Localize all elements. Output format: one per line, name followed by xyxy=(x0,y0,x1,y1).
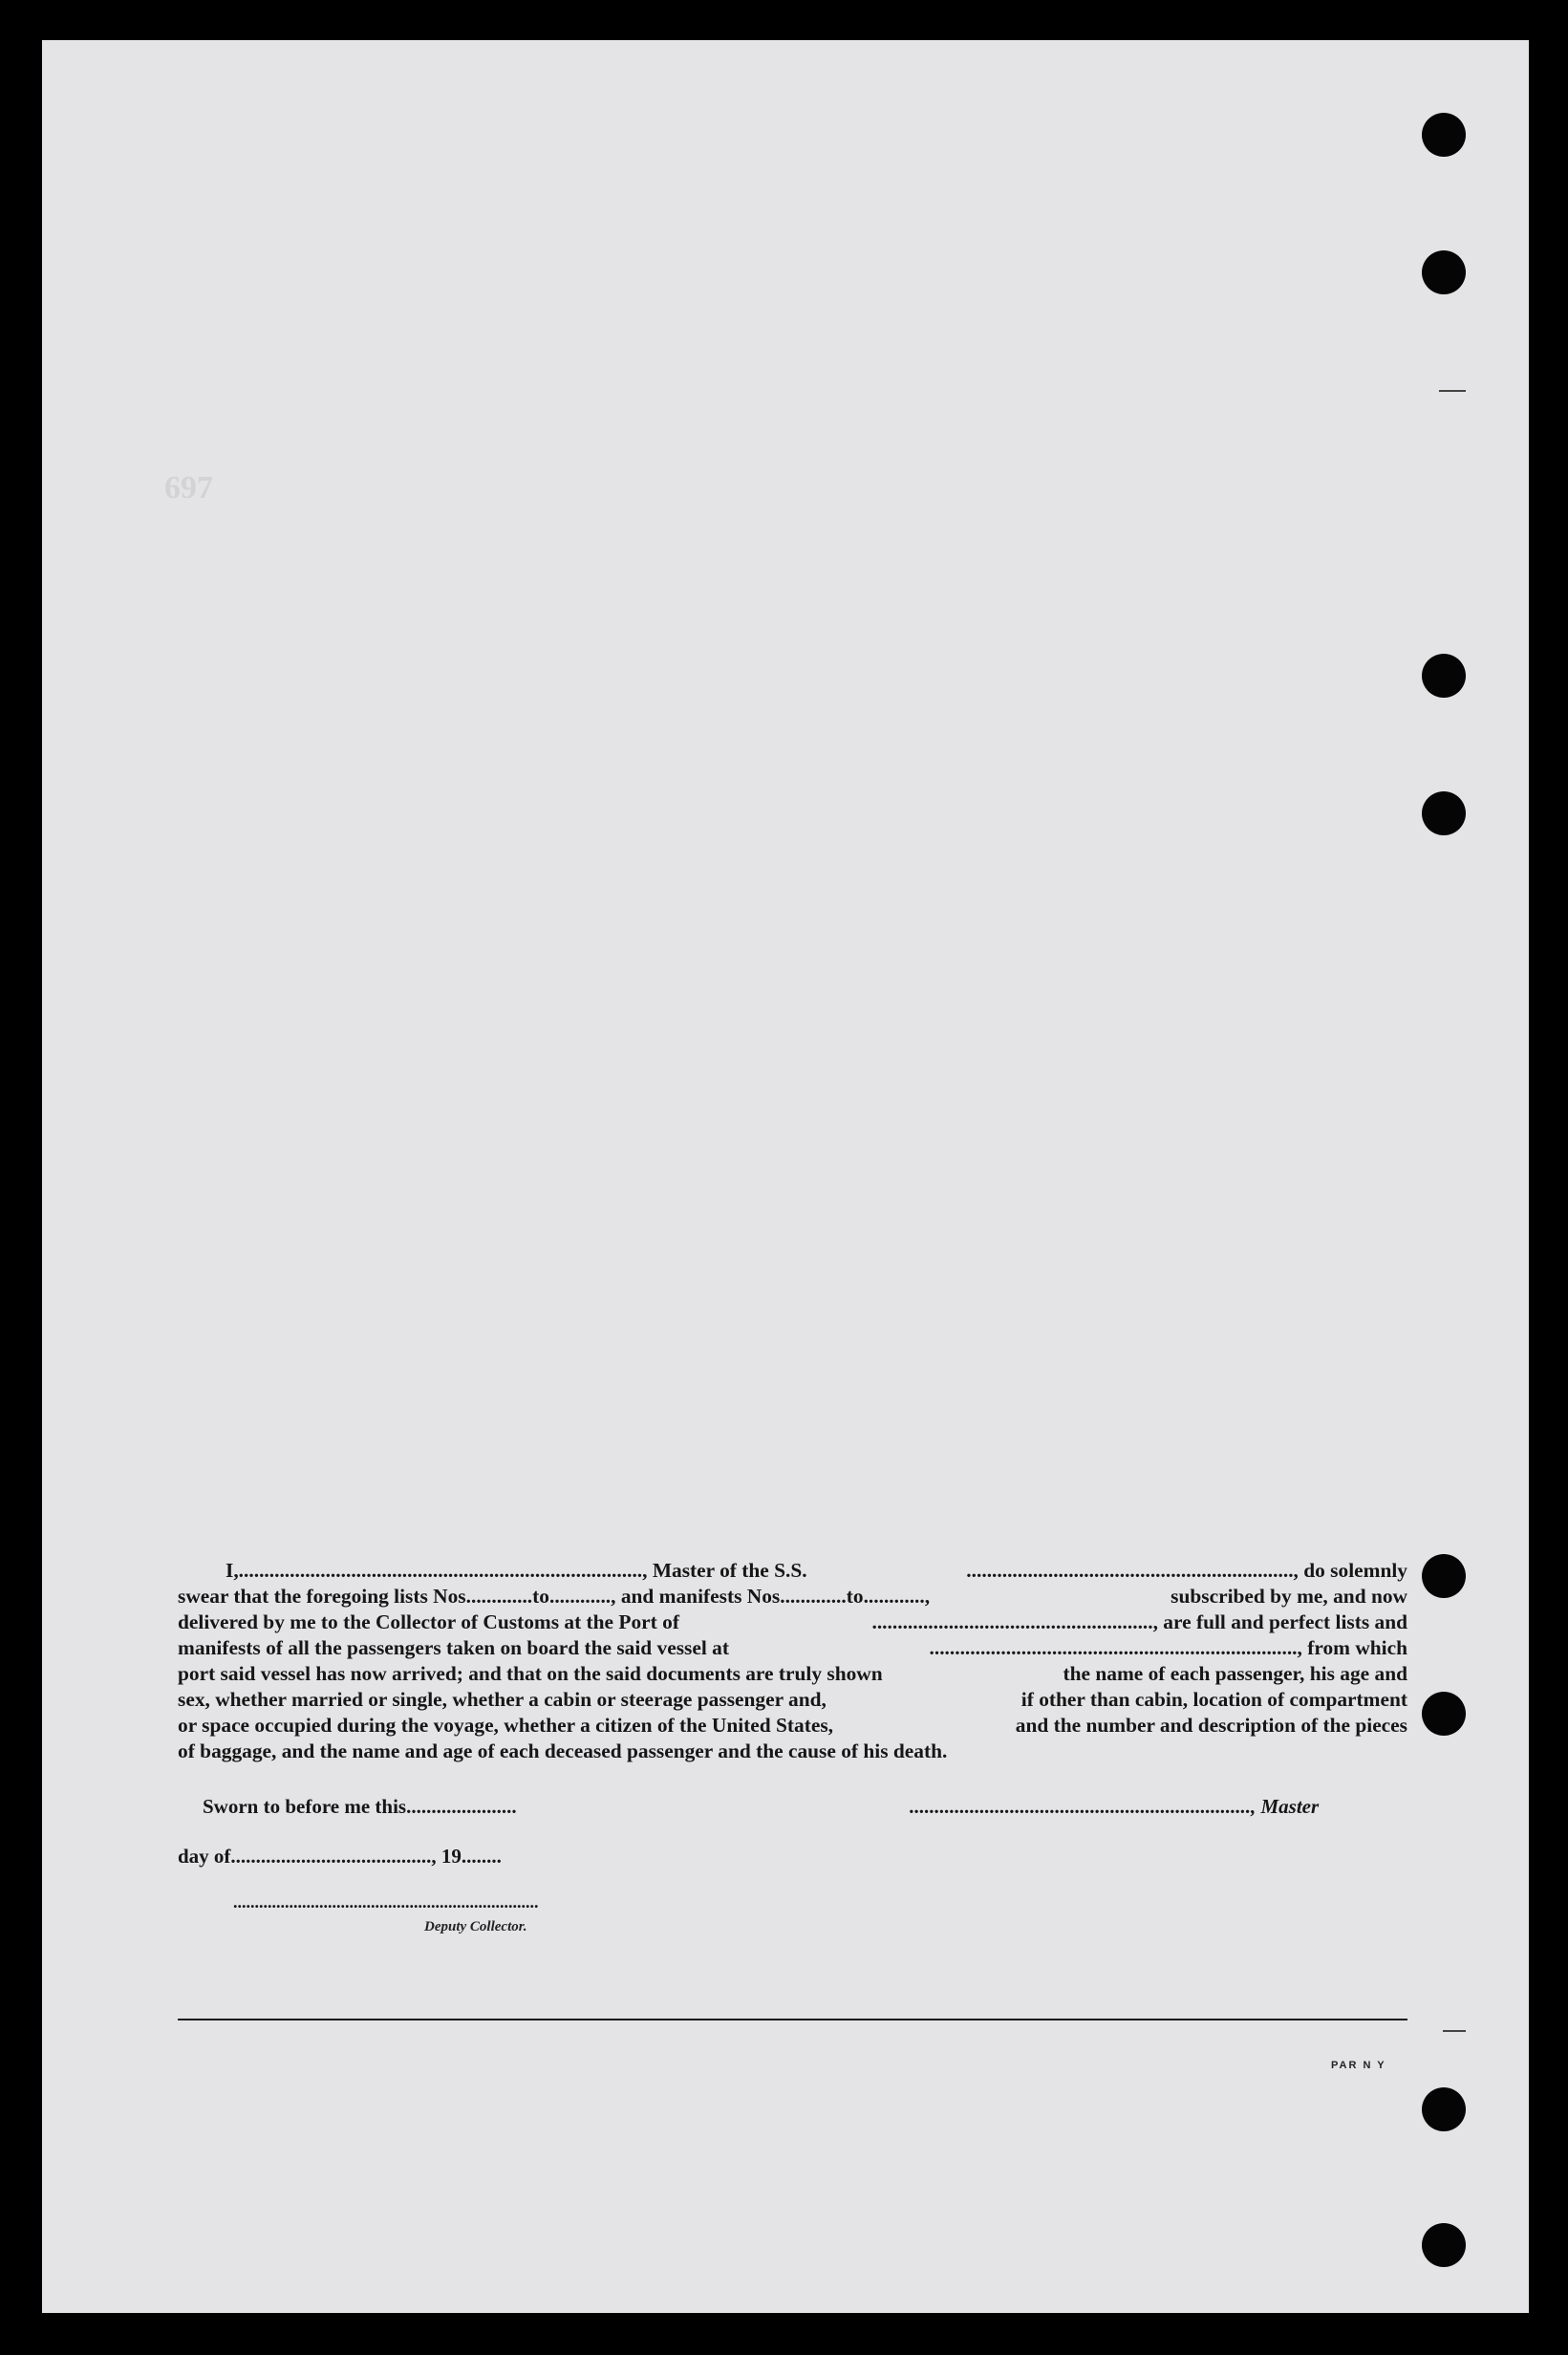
oath-line: swear that the foregoing lists Nos.............to............, and manifests Nos.............to............, subscribed by me, and now xyxy=(178,1585,1407,1608)
oath-line: port said vessel has now arrived; and that on the said documents are truly shown the name of each passenger, his age and xyxy=(178,1662,1407,1685)
binder-hole xyxy=(1422,113,1466,157)
binder-hole xyxy=(1422,2087,1466,2131)
binder-hole xyxy=(1422,1554,1466,1598)
binder-hole xyxy=(1422,654,1466,698)
binder-hole xyxy=(1422,250,1466,294)
oath-line: I,..............................................................................., Master of the S.S. ................................................................, do solemnly xyxy=(226,1559,1407,1582)
margin-mark xyxy=(1439,390,1466,392)
printer-mark: PAR N Y xyxy=(1331,2060,1386,2071)
binder-hole xyxy=(1422,2223,1466,2267)
faint-mark: 697 xyxy=(164,470,213,506)
deputy-collector-label: Deputy Collector. xyxy=(424,1919,527,1934)
master-signature-line: ...................................................................., Master xyxy=(910,1795,1320,1818)
day-of-line: day of........................................, 19........ xyxy=(178,1845,502,1868)
deputy-signature-line: ....................................................................... xyxy=(233,1892,539,1912)
oath-line: or space occupied during the voyage, whether a citizen of the United States, and the number and description of the pieces xyxy=(178,1714,1407,1737)
margin-mark xyxy=(1443,2030,1466,2032)
bottom-rule xyxy=(178,2019,1407,2020)
sworn-before-line: Sworn to before me this...................... xyxy=(203,1795,517,1818)
binder-hole xyxy=(1422,1692,1466,1736)
oath-line: of baggage, and the name and age of each deceased passenger and the cause of his death. xyxy=(178,1739,948,1762)
oath-line: sex, whether married or single, whether a cabin or steerage passenger and, if other than cabin, location of compartment xyxy=(178,1688,1407,1711)
master-oath-paragraph xyxy=(178,1558,1407,1764)
oath-line: delivered by me to the Collector of Customs at the Port of ......................................................., are full and perfect lists and xyxy=(178,1610,1407,1633)
oath-line: manifests of all the passengers taken on board the said vessel at ........................................................................, from which xyxy=(178,1636,1407,1659)
document-page xyxy=(42,40,1529,2313)
binder-hole xyxy=(1422,791,1466,835)
